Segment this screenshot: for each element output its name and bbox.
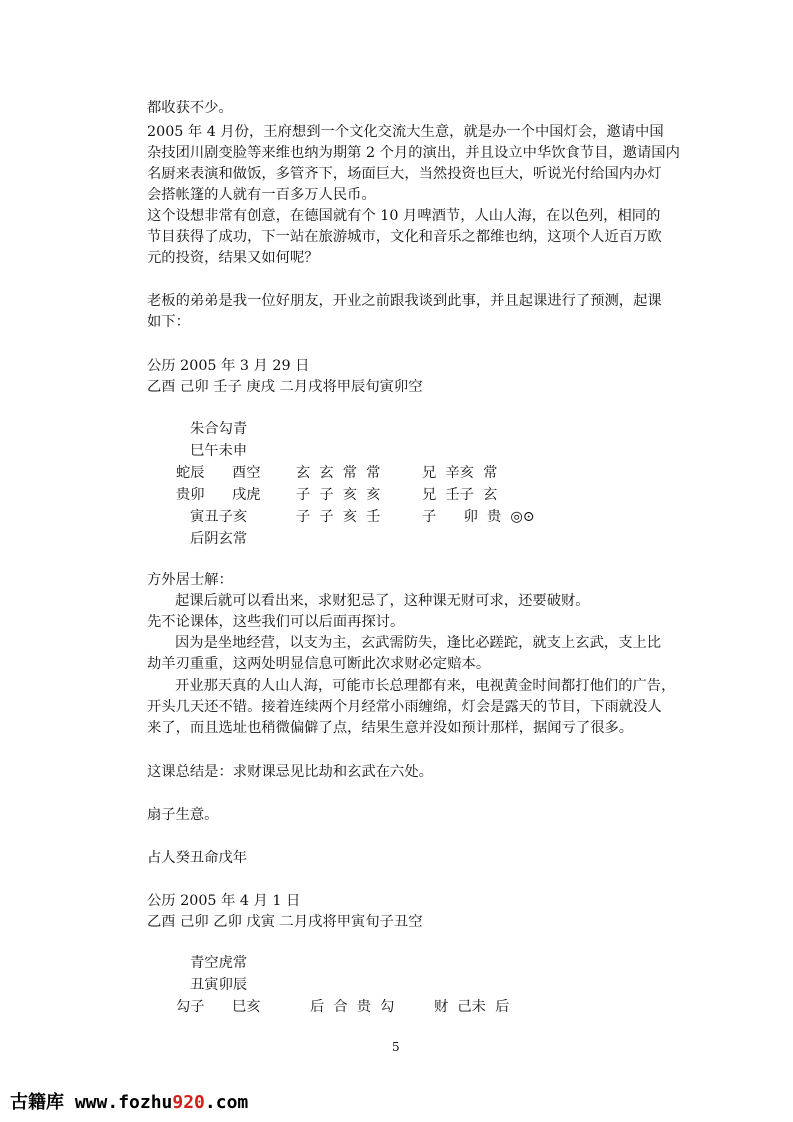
case1-pillars: 乙酉 己卯 壬子 庚戌 二月戌将甲辰旬寅卯空 [147,379,423,395]
paragraph-line: 都收获不少。 [147,100,233,116]
paragraph-line: 2005 年 4 月份，王府想到一个文化交流大生意，就是办一个中国灯会，邀请中国 [147,124,664,140]
paragraph-line: 这个设想非常有创意，在德国就有个 10 月啤酒节，人山人海，在以色列，相同的 [147,208,661,224]
querent-line: 占人癸丑命戊年 [147,850,248,866]
commentary-line: 先不论课体，这些我们可以后面再探讨。 [147,614,405,630]
commentary-line: 来了，而且选址也稍微偏僻了点，结果生意并没如预计那样，据闻亏了很多。 [147,720,634,736]
paragraph-line: 会搭帐篷的人就有一百多万人民币。 [147,187,376,203]
commentary-line: 开业那天真的人山人海，可能市长总理都有来，电视黄金时间都打他们的广告， [175,678,676,694]
footer-mid: fozhu [118,1092,173,1113]
case1-row4-course: 子 子 亥 亥 [296,487,381,503]
commentary-line: 劫羊刃重重，这两处明显信息可断此次求财必定赔本。 [147,656,491,672]
case2-row3-mid: 巳亥 [232,999,261,1015]
case2-row1: 青空虎常 [190,955,248,971]
commentary-author: 方外居士解： [147,572,233,588]
footer-number: 920 [172,1092,205,1113]
case1-row4-mid: 戌虎 [232,487,261,503]
paragraph-line: 元的投资，结果又如何呢？ [147,250,319,266]
case2-row3-line: 财 己未 后 [434,999,510,1015]
case1-row6: 后阴玄常 [190,531,248,547]
case1-row2: 巳午未申 [190,443,248,459]
paragraph-line: 名厨来表演和做饭，多管齐下，场面巨大，当然投资也巨大，听说光付给国内办灯 [147,166,662,182]
commentary-line: 开头几天还不错。接着连续两个月经常小雨缠绵，灯会是露天的节目，下雨就没人 [147,699,662,715]
paragraph-line: 老板的弟弟是我一位好朋友，开业之前跟我谈到此事，并且起课进行了预测，起课 [147,293,662,309]
case1-row3-left: 蛇辰 [176,465,205,481]
case1-row5-line: 子 卯 贵 ◎⊙ [422,509,535,525]
case1-row4-left: 贵卯 [176,487,205,503]
case2-date: 公历 2005 年 4 月 1 日 [147,893,301,909]
case1-row4-line: 兄 壬子 玄 [422,487,498,503]
case2-row2: 丑寅卯辰 [190,977,248,993]
paragraph-line: 节目获得了成功，下一站在旅游城市，文化和音乐之都维也纳，这项个人近百万欧 [147,229,662,245]
summary-line: 这课总结是：求财课忌见比劫和玄武在六处。 [147,764,433,780]
case2-row3-course: 后 合 贵 勾 [310,999,395,1015]
case1-row3-mid: 酉空 [232,465,261,481]
commentary-line: 起课后就可以看出来，求财犯忌了，这种课无财可求，还要破财。 [175,593,590,609]
footer-tail: .com [204,1092,249,1113]
case1-row3-line: 兄 辛亥 常 [422,465,498,481]
watermark-footer [10,1088,248,1114]
commentary-line: 因为是坐地经营，以支为主，玄武需防失，逢比必蹉跎，就支上玄武，支上比 [175,635,662,651]
case2-pillars: 乙酉 己卯 乙卯 戊寅 二月戌将甲寅旬子丑空 [147,914,423,930]
case1-row5-course: 子 子 亥 壬 [296,509,381,525]
paragraph-line: 如下： [147,314,190,330]
case2-row3-left: 勾子 [176,999,205,1015]
page-number: 5 [392,1040,400,1054]
case1-row5-left: 寅丑子亥 [190,509,248,525]
case1-row1: 朱合勾青 [190,421,248,437]
paragraph-line: 杂技团川剧变脸等来维也纳为期第 2 个月的演出，并且设立中华饮食节目，邀请国内 [147,145,680,161]
section-title: 扇子生意。 [147,807,219,823]
footer-brand: 古籍库 www. [10,1092,119,1113]
case1-row3-course: 玄 玄 常 常 [296,465,381,481]
case1-date: 公历 2005 年 3 月 29 日 [147,358,310,374]
